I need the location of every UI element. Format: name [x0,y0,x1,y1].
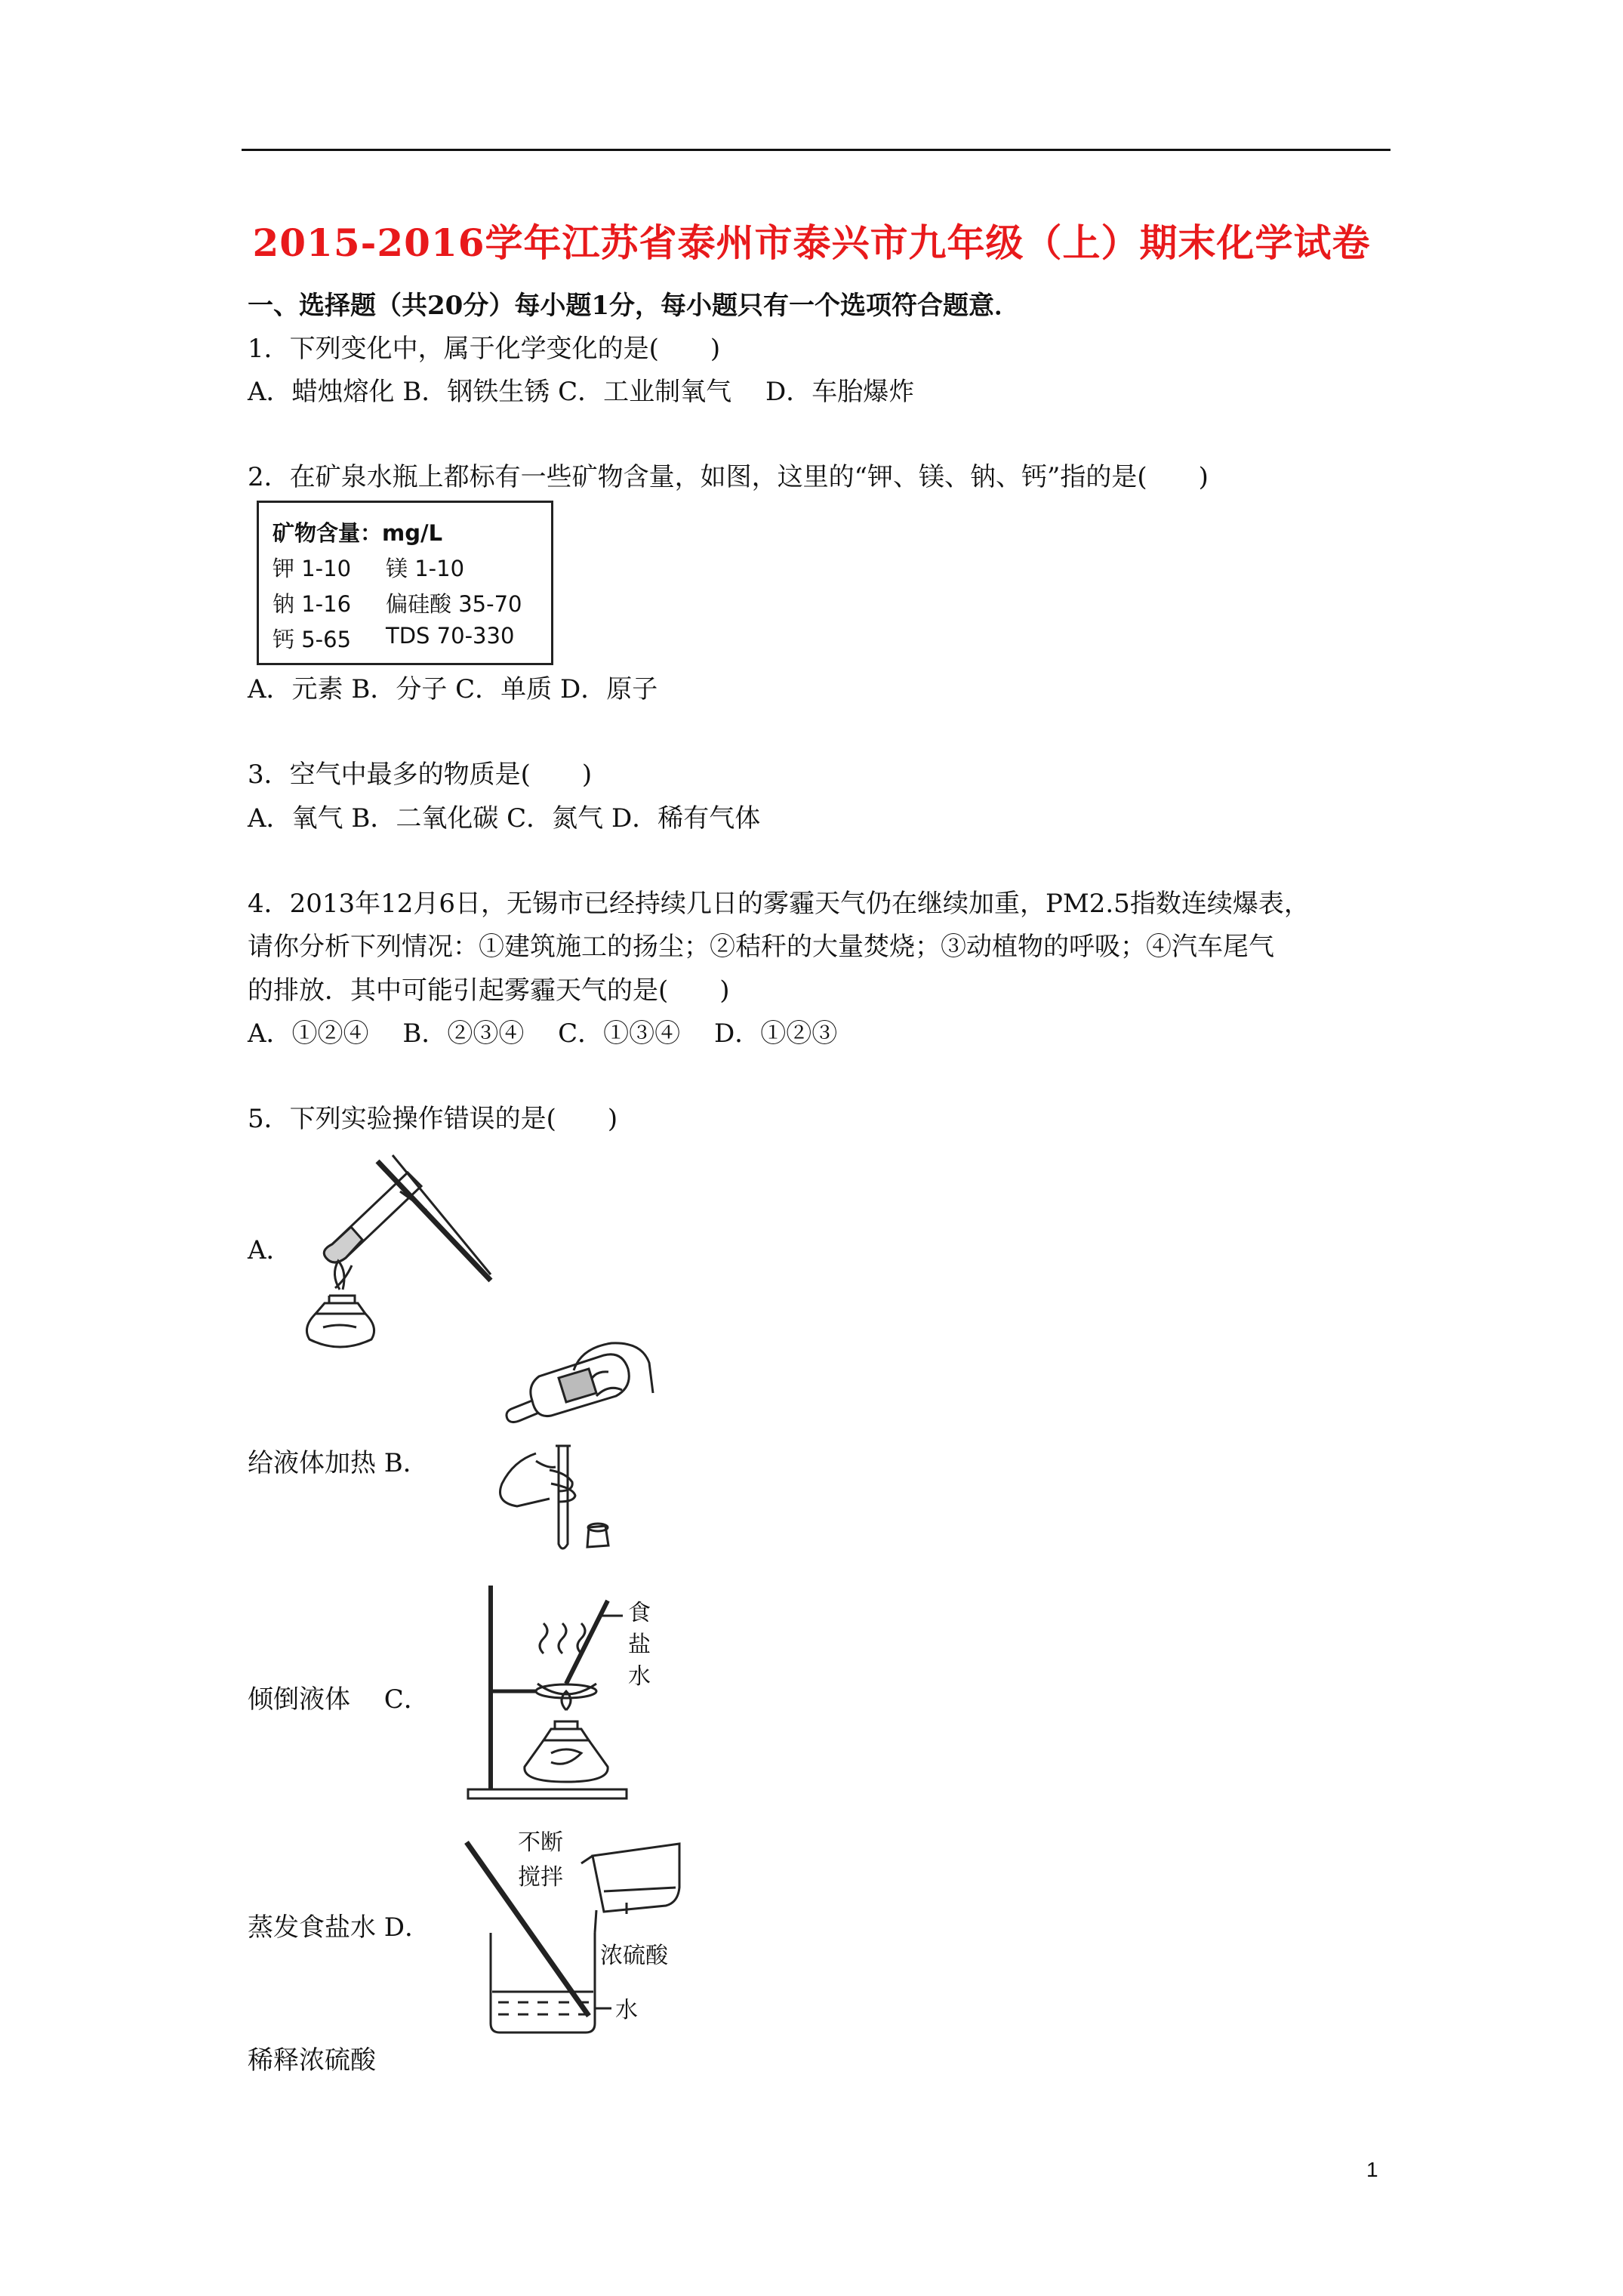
d-label-stir-1: 不断 [518,1829,563,1856]
q4-line-3: 的排放．其中可能引起雾霾天气的是( ) [248,975,730,1006]
mineral-row [273,623,515,654]
c-label-3: 水 [628,1663,651,1690]
mineral-cell: 偏硅酸 35-70 [386,591,522,617]
mineral-row [273,587,522,618]
mineral-cell: TDS 70-330 [386,623,515,649]
mineral-table [257,501,553,665]
c-label-2: 盐 [628,1632,651,1658]
mineral-cell: 镁 1-10 [386,556,465,581]
q5-stem: 5．下列实验操作错误的是( ) [248,1104,618,1134]
d-label-acid: 浓硫酸 [600,1943,668,1969]
q1-options: A．蜡烛熔化 B．钢铁生锈 C．工业制氧气 D．车胎爆炸 [248,377,915,407]
page-title: 2015-2016学年江苏省泰州市泰兴市九年级（上）期末化学试卷 [252,220,1371,265]
q4-line-1: 4．2013年12月6日，无锡市已经持续几日的雾霾天气仍在继续加重，PM2.5指数连续爆表， [248,889,1310,919]
section-heading: 一、选择题（共20分）每小题1分，每小题只有一个选项符合题意． [248,291,1020,321]
q5-caption-b-option-c: 倾倒液体 C． [248,1684,430,1715]
d-label-water: 水 [615,1997,638,2023]
mineral-cell: 钾 1-10 [273,556,352,581]
mineral-table-header: 矿物含量：mg/L [273,520,443,546]
figure-diluting-acid [453,1827,694,2039]
q5-caption-c-option-d: 蒸发食盐水 D． [248,1912,431,1943]
header-rule [242,149,1390,151]
c-label-1: 食 [628,1600,651,1626]
q4-line-2: 请你分析下列情况：①建筑施工的扬尘；②秸秆的大量焚烧；③动植物的呼吸；④汽车尾气 [248,932,1274,962]
figure-heating-liquid [287,1139,506,1358]
q5-caption-a-option-b: 给液体加热 B． [248,1448,429,1478]
q3-options: A．氧气 B．二氧化碳 C．氮气 D．稀有气体 [248,803,761,834]
q5-option-a-letter: A． [248,1235,292,1265]
mineral-cell: 钠 1-16 [273,591,352,617]
figure-pouring-liquid [460,1340,672,1559]
mineral-row [273,552,465,583]
q5-caption-d: 稀释浓硫酸 [248,2045,376,2076]
q3-stem: 3．空气中最多的物质是( ) [248,760,593,790]
q2-options: A．元素 B．分子 C．单质 D．原子 [248,674,658,704]
page-number: 1 [1366,2158,1378,2181]
d-label-stir-2: 搅拌 [518,1864,563,1891]
q1-stem: 1．下列变化中，属于化学变化的是( ) [248,334,721,364]
mineral-cell: 钙 5-65 [273,627,352,652]
q4-options: A．①②④ B．②③④ C．①③④ D．①②③ [248,1019,838,1049]
q2-stem: 2．在矿泉水瓶上都标有一些矿物含量，如图，这里的“钾、镁、钠、钙”指的是( ) [248,462,1209,492]
